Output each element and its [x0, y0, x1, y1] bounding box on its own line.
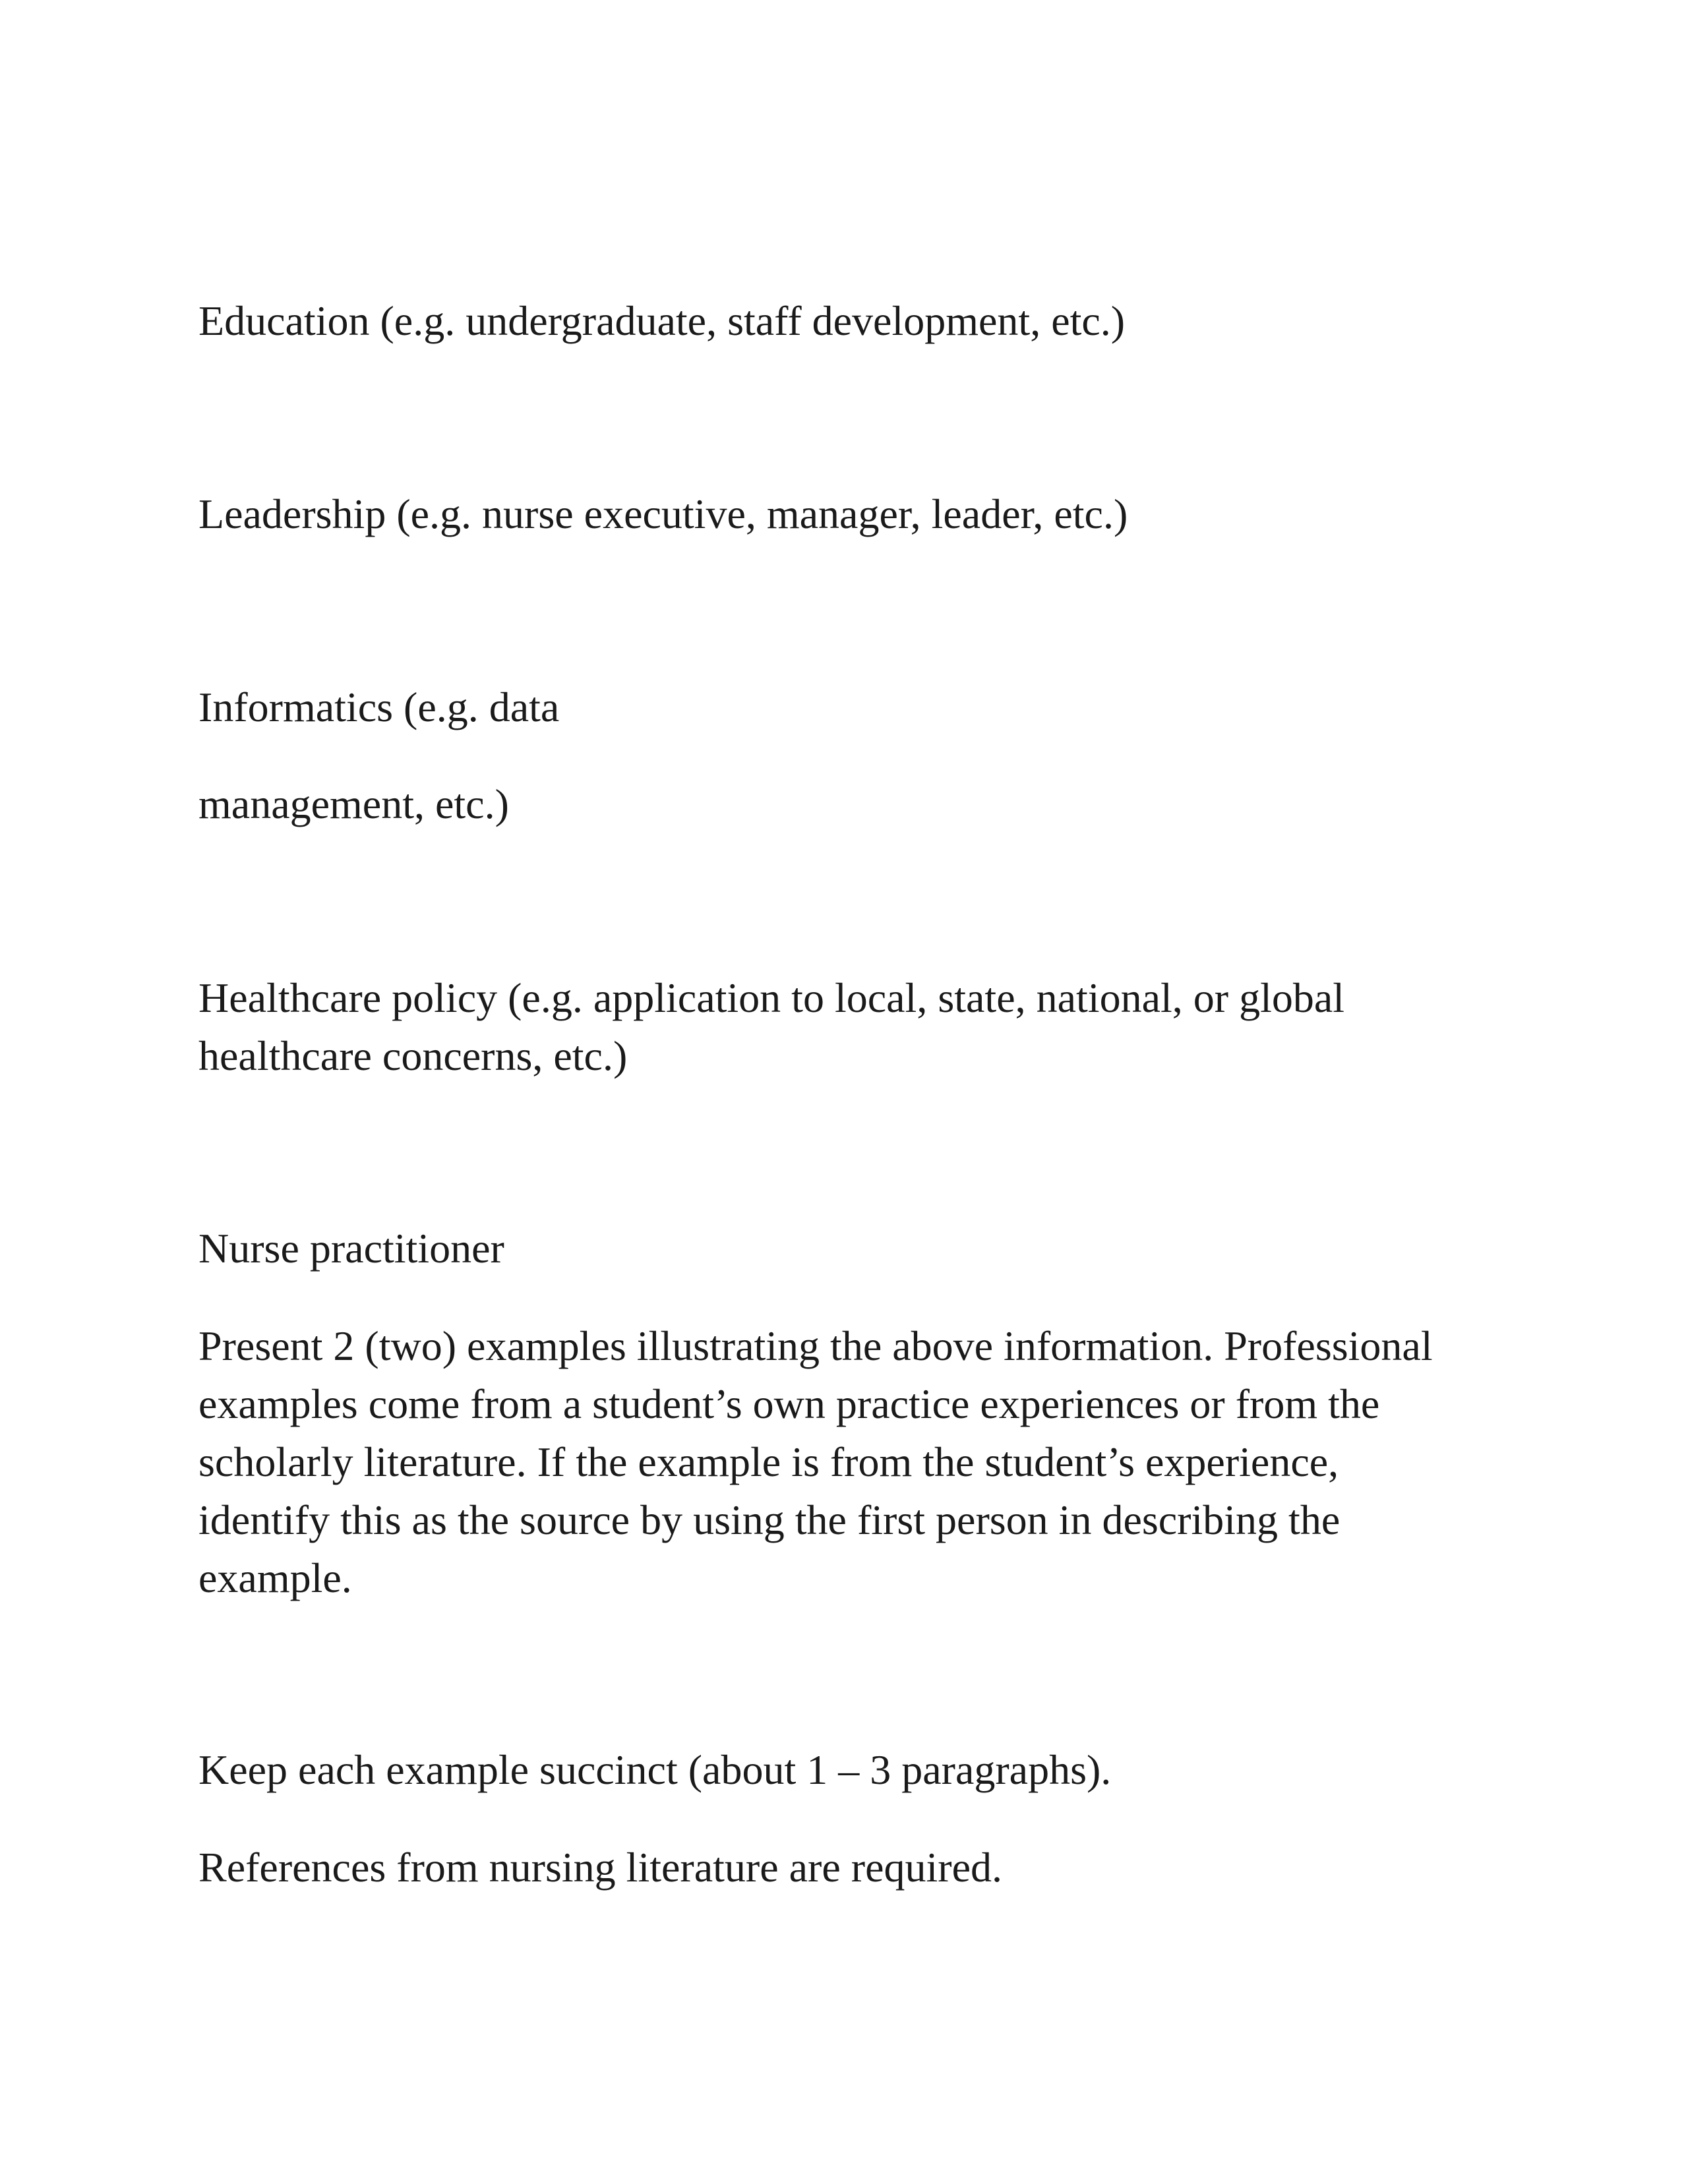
- paragraph-present-examples: [198, 1317, 1517, 1607]
- text-line: Keep each example succinct (about 1 – 3 paragraphs).: [198, 1746, 1112, 1793]
- text-line: scholarly literature. If the example is from the student’s experience,: [198, 1438, 1339, 1485]
- text-line: References from nursing literature are required.: [198, 1844, 1002, 1891]
- paragraph-education: [198, 292, 1517, 350]
- paragraph-nurse-practitioner: [198, 1220, 1517, 1278]
- text-line: example.: [198, 1554, 352, 1601]
- text-line: identify this as the source by using the first person in describing the: [198, 1496, 1341, 1543]
- text-line: Healthcare policy (e.g. application to local, state, national, or global: [198, 974, 1345, 1021]
- paragraph-references: [198, 1839, 1517, 1897]
- text-line: management, etc.): [198, 781, 509, 827]
- text-line: Education (e.g. undergraduate, staff development, etc.): [198, 297, 1126, 344]
- text-line: Informatics (e.g. data: [198, 684, 560, 730]
- text-line: Present 2 (two) examples illustrating the above information. Professional: [198, 1322, 1433, 1369]
- text-line: Nurse practitioner: [198, 1225, 504, 1272]
- text-line: examples come from a student’s own practice experiences or from the: [198, 1380, 1380, 1427]
- paragraph-informatics-continued: [198, 775, 1517, 833]
- paragraph-informatics: [198, 678, 1517, 736]
- paragraph-healthcare-policy: [198, 969, 1517, 1085]
- paragraph-keep-succinct: [198, 1741, 1517, 1799]
- text-line: Leadership (e.g. nurse executive, manager, leader, etc.): [198, 490, 1128, 537]
- paragraph-leadership: [198, 485, 1517, 543]
- text-line: healthcare concerns, etc.): [198, 1032, 628, 1079]
